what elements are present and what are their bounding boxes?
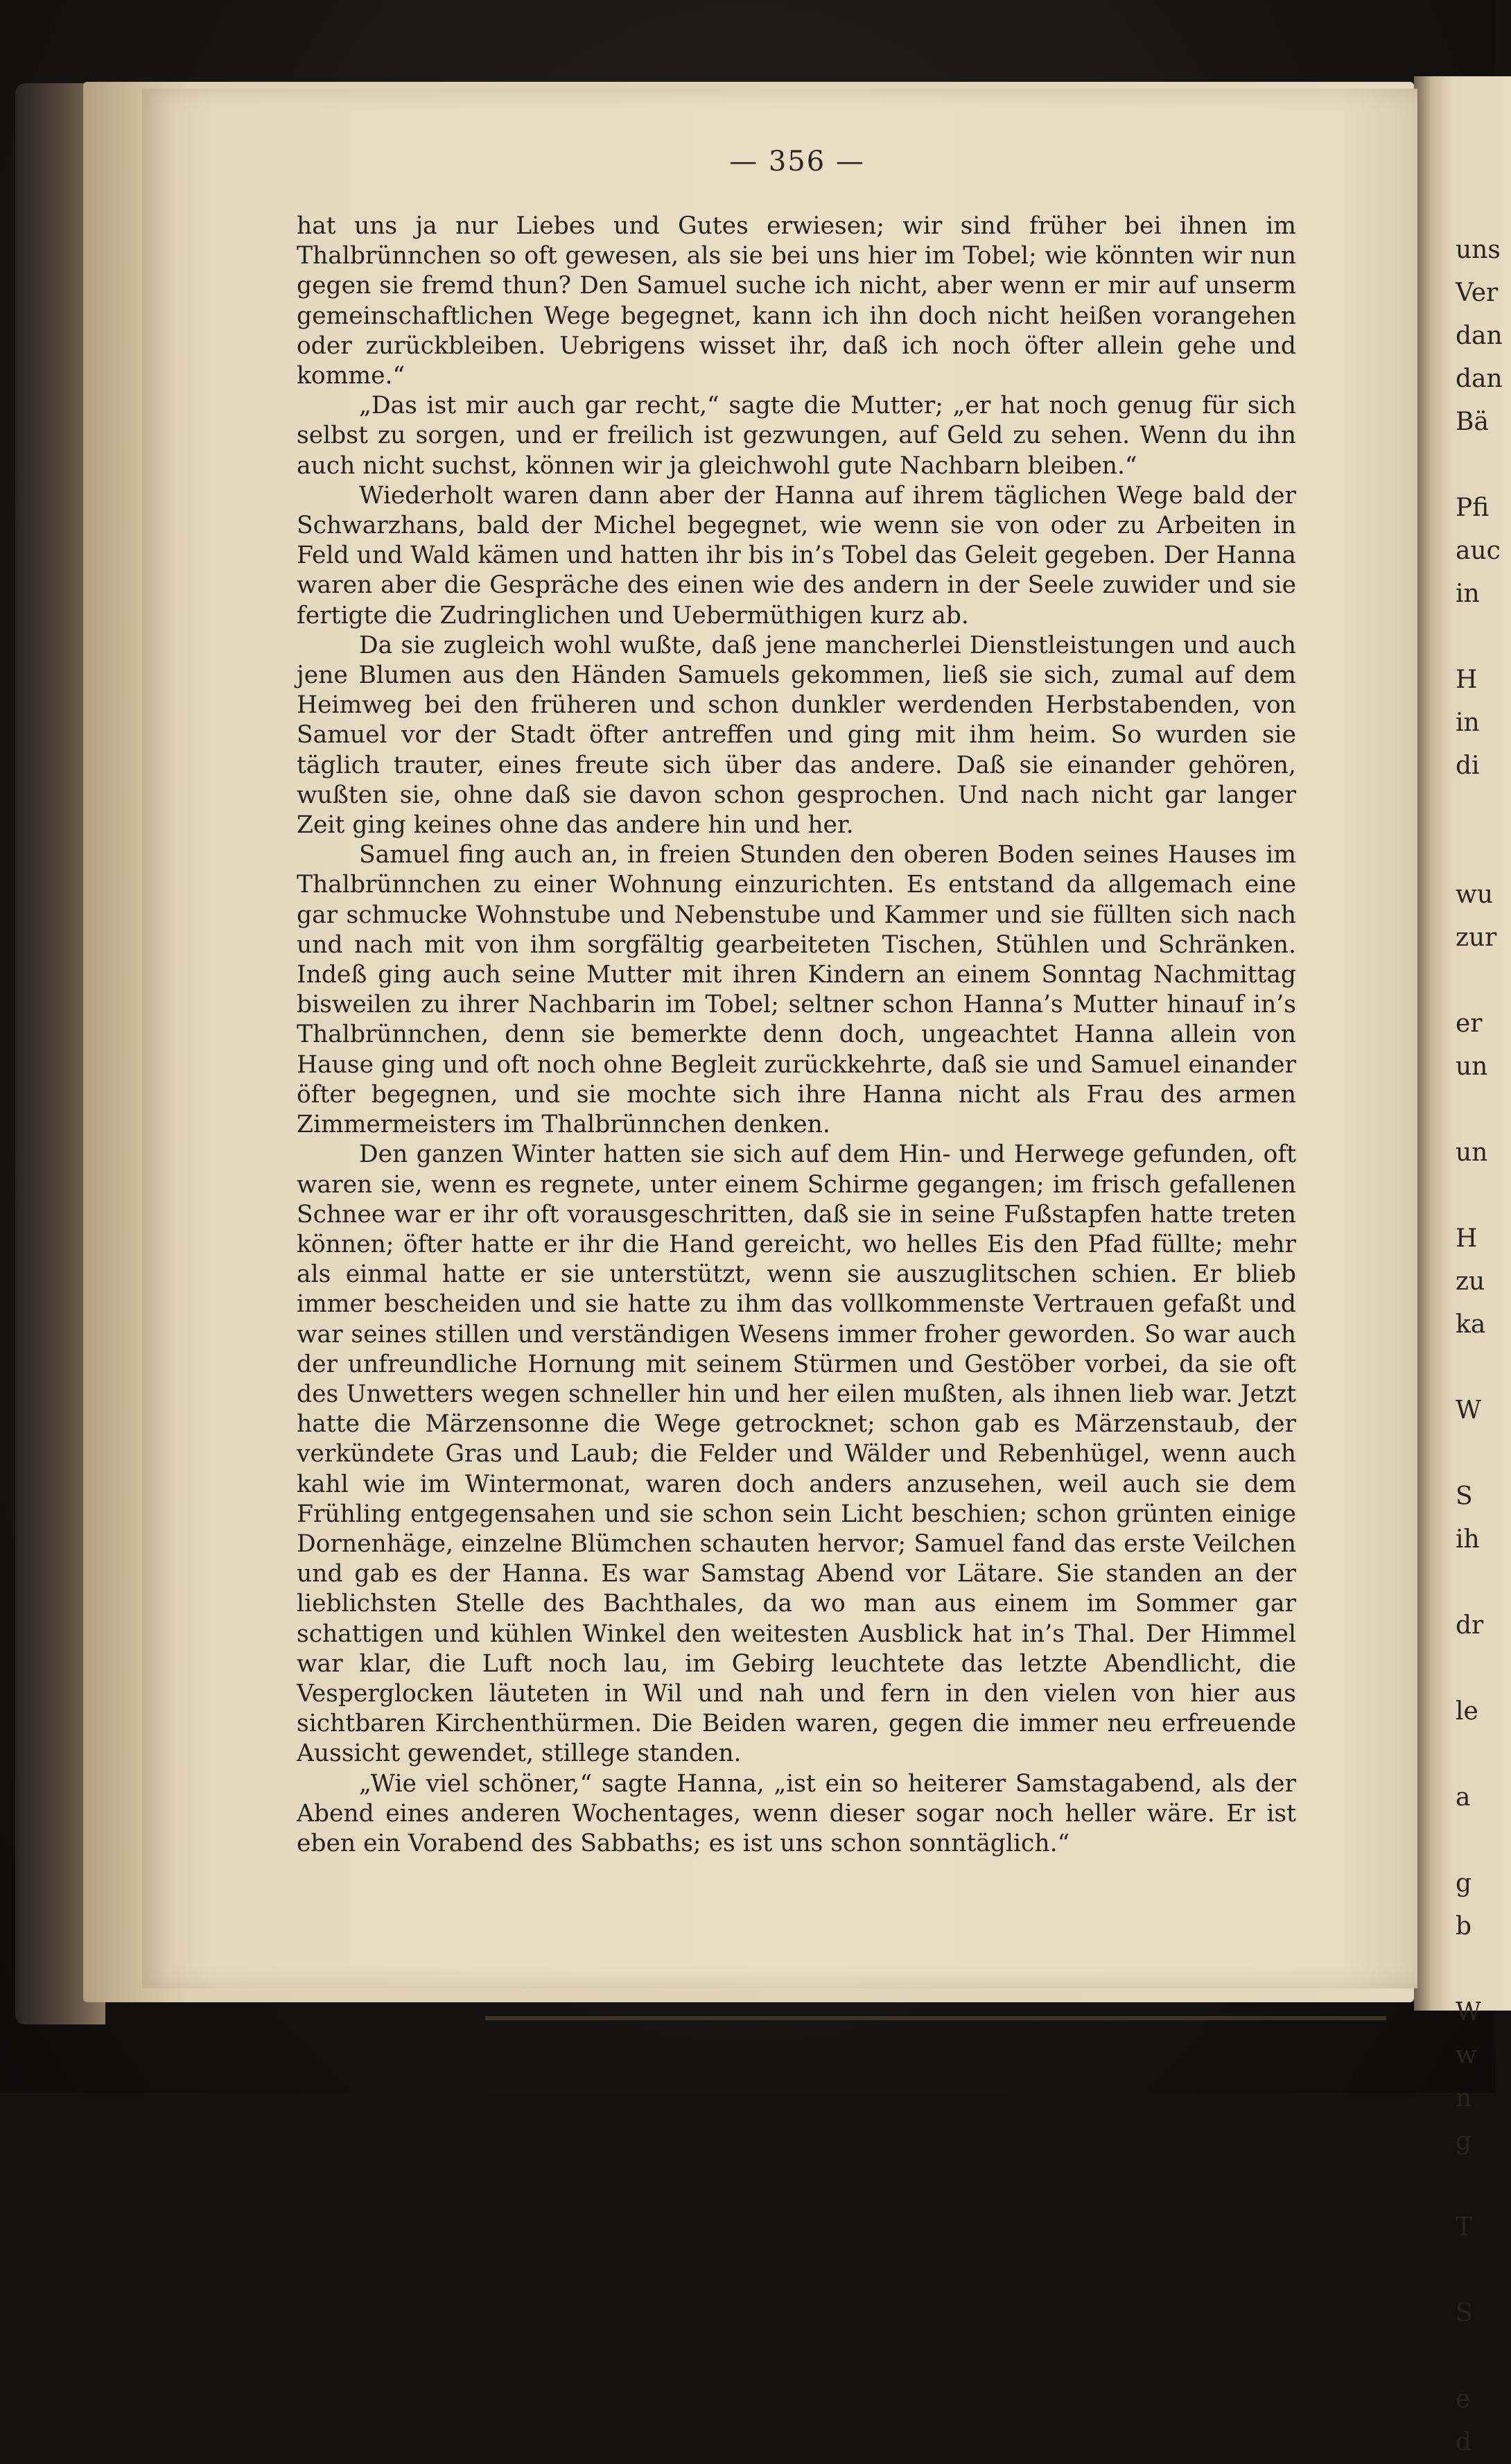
right-page-fragment: ih [1456, 1525, 1480, 1554]
right-page-fragment: d [1456, 2428, 1472, 2456]
right-page-fragment: zu [1456, 1267, 1485, 1296]
right-page-fragment [1456, 1174, 1495, 1217]
right-page-fragment [1456, 960, 1495, 1003]
right-page-fragment: un [1456, 1138, 1488, 1167]
right-page-fragment: S [1456, 2299, 1473, 2327]
right-page-fragment: dan [1456, 322, 1503, 350]
right-page-fragment: ka [1456, 1310, 1486, 1339]
right-page-fragment: g [1456, 1869, 1472, 1898]
page-body-text [297, 211, 1296, 1859]
right-page-fragment: Bä [1456, 408, 1489, 436]
right-page-fragment [1456, 2163, 1495, 2206]
right-page-fragment [1456, 1432, 1495, 1475]
right-page-fragment [1456, 2249, 1495, 2292]
right-page-fragment: in [1456, 709, 1480, 737]
right-page-fragment: g [1456, 2127, 1472, 2155]
right-page-fragment: S [1456, 1482, 1473, 1511]
page-bottom-shadow [485, 2016, 1386, 2020]
right-page-fragment [1456, 1647, 1495, 1690]
right-page-fragment [1456, 831, 1495, 874]
right-page-fragment: n [1456, 2084, 1472, 2112]
right-page-fragment: uns [1456, 236, 1501, 264]
right-page-fragment: auc [1456, 537, 1501, 565]
paragraph: Da sie zugleich wohl wußte, daß jene mancherlei Dienstleistungen und auch jene Blumen aus den Händen Samuels gekommen, ließ sie sich, zumal auf dem Heimweg bei den früheren und schon dunkler werdenden Herbstabenden, von Samuel vor der Stadt öfter antreffen und ging mit ihm heim. So wurden sie täglich trauter, eines freute sich über das andere. Daß sie einander gehören, wußten sie, ohne daß sie davon schon gesprochen. Und nach nicht gar langer Zeit ging keines ohne das andere hin und her. [297, 631, 1296, 840]
right-page-fragment: w [1456, 2041, 1477, 2070]
right-page-fragment [1456, 788, 1495, 831]
right-page-fragment: b [1456, 1912, 1472, 1941]
paragraph: Samuel fing auch an, in freien Stunden den oberen Boden seines Hauses im Thalbrünnchen zu einer Wohnung einzurichten. Es entstand da allgemach eine gar schmucke Wohnstube und Nebenstube und Kammer und sie füllten sich nach und nach mit von ihm sorgfältig gearbeiteten Tischen, Stühlen und Schränken. Indeß ging auch seine Mutter mit ihren Kindern an einem Sonntag Nachmittag bisweilen zu ihrer Nachbarin im Tobel; seltner schon Hanna’s Mutter hinauf in’s Thalbrünnchen, denn sie bemerkte denn doch, ungeachtet Hanna allein von Hause ging und oft noch ohne Begleit zurückkehrte, daß sie und Samuel einander öfter begegnen, und sie mochte sich ihre Hanna nicht als Frau des armen Zimmermeisters im Thalbrünnchen denken. [297, 841, 1296, 1139]
right-page-fragment [1456, 1088, 1495, 1131]
right-page-fragment: di [1456, 752, 1480, 780]
right-page-fragment: e [1456, 2385, 1471, 2413]
right-page-fragment: in [1456, 580, 1480, 608]
right-page-fragment: zur [1456, 923, 1497, 952]
right-page-fragment: Ver [1456, 279, 1499, 307]
right-page-fragment: W [1456, 1998, 1482, 2027]
right-page-fragment [1456, 1733, 1495, 1776]
right-page-fragment [1456, 2335, 1495, 2378]
paragraph: Wiederholt waren dann aber der Hanna auf ihrem täglichen Wege bald der Schwarzhans, bald der Michel begegnet, wie wenn sie von oder zu Arbeiten in Feld und Wald kämen und hatten ihr bis in’s Tobel das Geleit gegeben. Der Hanna waren aber die Gespräche des einen wie des andern in der Seele zuwider und sie fertigte die Zudringlichen und Uebermüthigen kurz ab. [297, 481, 1296, 630]
right-page-fragment [1456, 444, 1495, 487]
paragraph: „Das ist mir auch gar recht,“ sagte die Mutter; „er hat noch genug für sich selbst zu sorgen, und er freilich ist gezwungen, auf Geld zu sehen. Wenn du ihn auch nicht suchst, können wir ja gleichwohl gute Nachbarn bleiben.“ [297, 392, 1296, 480]
right-page-fragment: er [1456, 1009, 1483, 1038]
paragraph: hat uns ja nur Liebes und Gutes erwiesen; wir sind früher bei ihnen im Thalbrünnchen so oft gewesen, als sie bei uns hier im Tobel; wie könnten wir nun gegen sie fremd thun? Den Samuel suche ich nicht, aber wenn er mir auf unserm gemeinschaftlichen Wege begegnet, kann ich ihn doch nicht heißen vorangehen oder zurückbleiben. Uebrigens wisset ihr, daß ich noch öfter allein gehe und komme.“ [297, 212, 1296, 390]
right-page-fragment: le [1456, 1697, 1478, 1726]
right-page-fragment [1456, 1346, 1495, 1389]
paragraph: Den ganzen Winter hatten sie sich auf dem Hin- und Herwege gefunden, oft waren sie, wenn es regnete, unter einem Schirme gegangen; im frisch gefallenen Schnee war er ihr oft vorausgeschritten, daß sie in seine Fußstapfen hatte treten können; öfter hatte er ihr die Hand gereicht, wo helles Eis den Pfad füllte; mehr als einmal hatte er sie unterstützt, wenn sie auszuglitschen schien. Er blieb immer bescheiden und sie hatte zu ihm das vollkommenste Vertrauen gefaßt und war seines stillen und verständigen Wesens immer froher geworden. So war auch der unfreundliche Hornung mit seinem Stürmen und Gestöber vorbei, da sie oft des Unwetters wegen schneller hin und her eilen mußten, als ihnen lieb war. Jetzt hatte die Märzensonne die Wege getrocknet; schon gab es Märzenstaub, der verkündete Gras und Laub; die Felder und Wälder und Rebenhügel, wenn auch kahl wie im Wintermonat, waren doch anders anzusehen, weil auch sie dem Frühling entgegensahen und sie schon sein Licht beschien; schon grünten einige Dornenhäge, einzelne Blümchen schauten hervor; Samuel fand das erste Veilchen und gab es der Hanna. Es war Samstag Abend vor Lätare. Sie standen an der lieblichsten Stelle des Bachthales, da wo man aus einem im Sommer gar schattigen und kühlen Winkel den weitesten Ausblick hat in’s Thal. Der Himmel war klar, die Luft noch lau, im Gebirg leuchtete das letzte Abendlicht, die Vesperglocken läuteten in Wil und nah und fern in den vielen von hier aus sichtbaren Kirchenthürmen. Die Beiden waren, gegen die immer neu erfreuende Aussicht gewendet, stillege standen. [297, 1140, 1296, 1768]
right-page-fragment: dr [1456, 1611, 1484, 1640]
right-page-fragment: un [1456, 1052, 1488, 1081]
right-page-fragment: H [1456, 1224, 1478, 1253]
right-page-fragment: dan [1456, 365, 1503, 393]
right-page-fragment: W [1456, 1396, 1482, 1425]
right-page-fragment: Pfi [1456, 494, 1490, 522]
right-page-fragment: T [1456, 2213, 1473, 2241]
right-page-fragment: H [1456, 666, 1478, 694]
right-page-fragment: wu [1456, 880, 1493, 909]
right-page-fragment [1456, 1948, 1495, 1991]
right-page-fragment [1456, 616, 1495, 659]
page-number: — 356 — [729, 146, 865, 177]
right-page-fragment [1456, 1819, 1495, 1862]
right-page-fragment [1456, 1561, 1495, 1604]
right-page-fragment: a [1456, 1783, 1471, 1812]
paragraph: „Wie viel schöner,“ sagte Hanna, „ist ein so heiterer Samstagabend, als der Abend eines anderen Wochentages, wenn dieser sogar noch heller wäre. Er ist eben ein Vorabend des Sabbaths; es ist uns schon sonntäglich.“ [297, 1769, 1296, 1857]
right-page-text-fragments [1456, 229, 1503, 2456]
